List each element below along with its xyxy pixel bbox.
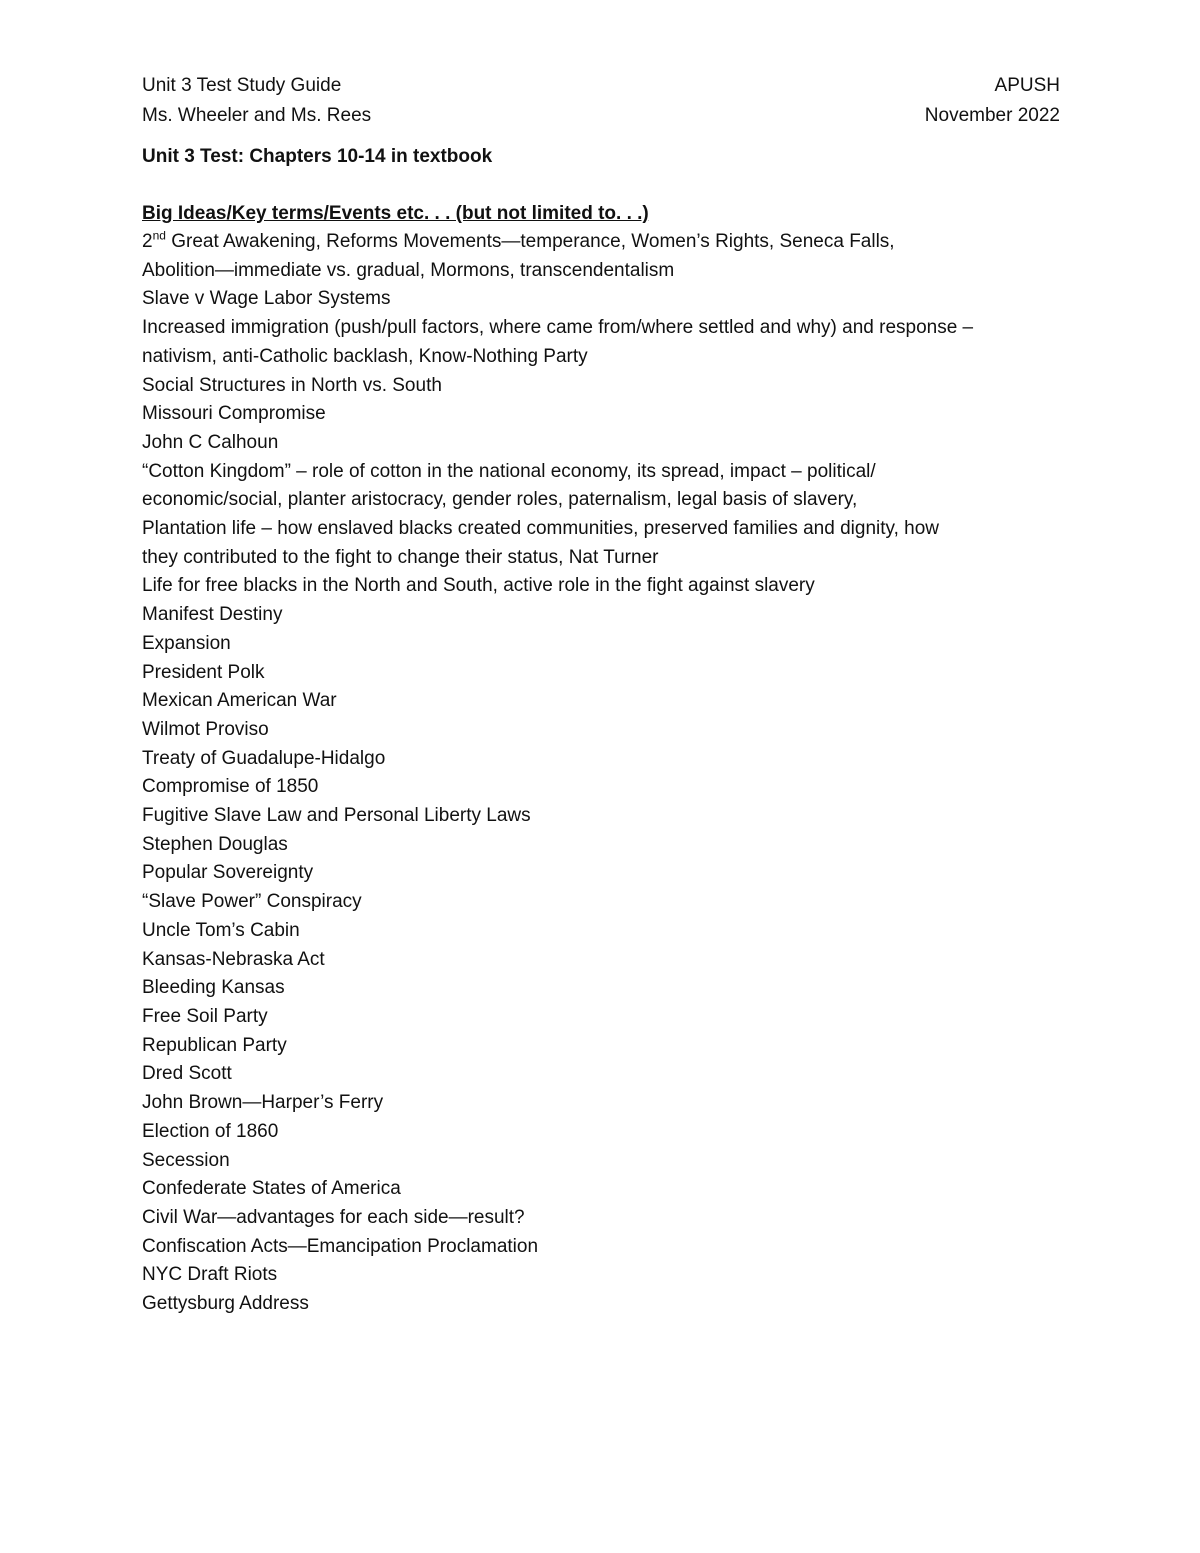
key-terms-list	[142, 228, 1060, 1319]
term-gettysburg-address: Gettysburg Address	[142, 1293, 309, 1315]
term-free-blacks: Life for free blacks in the North and South, active role in the fight against slavery	[142, 575, 815, 597]
term-stephen-douglas: Stephen Douglas	[142, 833, 288, 855]
header-row-1	[142, 71, 1060, 101]
term-fugitive-slave-law: Fugitive Slave Law and Personal Liberty Laws	[142, 805, 531, 827]
term-treaty-guadalupe-hidalgo: Treaty of Guadalupe-Hidalgo	[142, 747, 386, 769]
header-row-2	[142, 101, 1060, 131]
term-uncle-toms-cabin: Uncle Tom’s Cabin	[142, 919, 300, 941]
term-missouri-compromise: Missouri Compromise	[142, 403, 326, 425]
term-cotton-kingdom-line-2: economic/social, planter aristocracy, gender roles, paternalism, legal basis of slavery,	[142, 489, 858, 511]
term-secession: Secession	[142, 1149, 230, 1171]
term-election-1860: Election of 1860	[142, 1120, 279, 1142]
term-john-brown: John Brown—Harper’s Ferry	[142, 1092, 384, 1114]
term-republican-party: Republican Party	[142, 1034, 287, 1056]
term-bleeding-kansas: Bleeding Kansas	[142, 977, 285, 999]
term-plantation-life-line-2: they contributed to the fight to change their status, Nat Turner	[142, 546, 659, 568]
term-manifest-destiny: Manifest Destiny	[142, 604, 283, 626]
great-awakening-text: Great Awakening, Reforms Movements—temperance, Women’s Rights, Seneca Falls,	[165, 231, 895, 252]
ordinal-number: 2	[142, 231, 153, 252]
term-slave-power: “Slave Power” Conspiracy	[142, 891, 362, 913]
term-popular-sovereignty: Popular Sovereignty	[142, 862, 314, 884]
term-great-awakening	[142, 228, 1060, 257]
term-social-structures: Social Structures in North vs. South	[142, 374, 442, 396]
term-wilmot-proviso: Wilmot Proviso	[142, 718, 269, 740]
term-slave-wage-labor: Slave v Wage Labor Systems	[142, 288, 391, 310]
key-terms-heading: Big Ideas/Key terms/Events etc. . . (but not limited to. . .)	[142, 203, 649, 224]
term-kansas-nebraska-act: Kansas-Nebraska Act	[142, 948, 325, 970]
document-title: Unit 3 Test Study Guide	[142, 75, 342, 96]
study-guide-page	[142, 71, 1060, 1319]
term-nyc-draft-riots: NYC Draft Riots	[142, 1264, 278, 1286]
teacher-names: Ms. Wheeler and Ms. Rees	[142, 104, 372, 126]
term-confiscation-acts: Confiscation Acts—Emancipation Proclamation	[142, 1235, 539, 1257]
term-confederate-states: Confederate States of America	[142, 1178, 401, 1200]
test-chapters-line: Unit 3 Test: Chapters 10-14 in textbook	[142, 146, 493, 167]
term-expansion: Expansion	[142, 632, 231, 654]
term-plantation-life-line-1: Plantation life – how enslaved blacks created communities, preserved families and dignity, how	[142, 518, 940, 540]
term-president-polk: President Polk	[142, 661, 265, 683]
term-mexican-american-war: Mexican American War	[142, 690, 337, 712]
ordinal-suffix: nd	[152, 228, 166, 243]
document-date: November 2022	[924, 104, 1060, 126]
term-immigration-line-2: nativism, anti-Catholic backlash, Know-Nothing Party	[142, 345, 588, 367]
term-abolition: Abolition—immediate vs. gradual, Mormons, transcendentalism	[142, 259, 675, 281]
term-cotton-kingdom-line-1: “Cotton Kingdom” – role of cotton in the national economy, its spread, impact – political/	[142, 460, 876, 482]
term-john-c-calhoun: John C Calhoun	[142, 431, 279, 453]
term-civil-war: Civil War—advantages for each side—result?	[142, 1206, 525, 1228]
term-dred-scott: Dred Scott	[142, 1063, 232, 1085]
course-name: APUSH	[994, 75, 1060, 96]
term-immigration-line-1: Increased immigration (push/pull factors, where came from/where settled and why) and response –	[142, 317, 974, 339]
term-free-soil-party: Free Soil Party	[142, 1005, 268, 1027]
term-compromise-1850: Compromise of 1850	[142, 776, 319, 798]
